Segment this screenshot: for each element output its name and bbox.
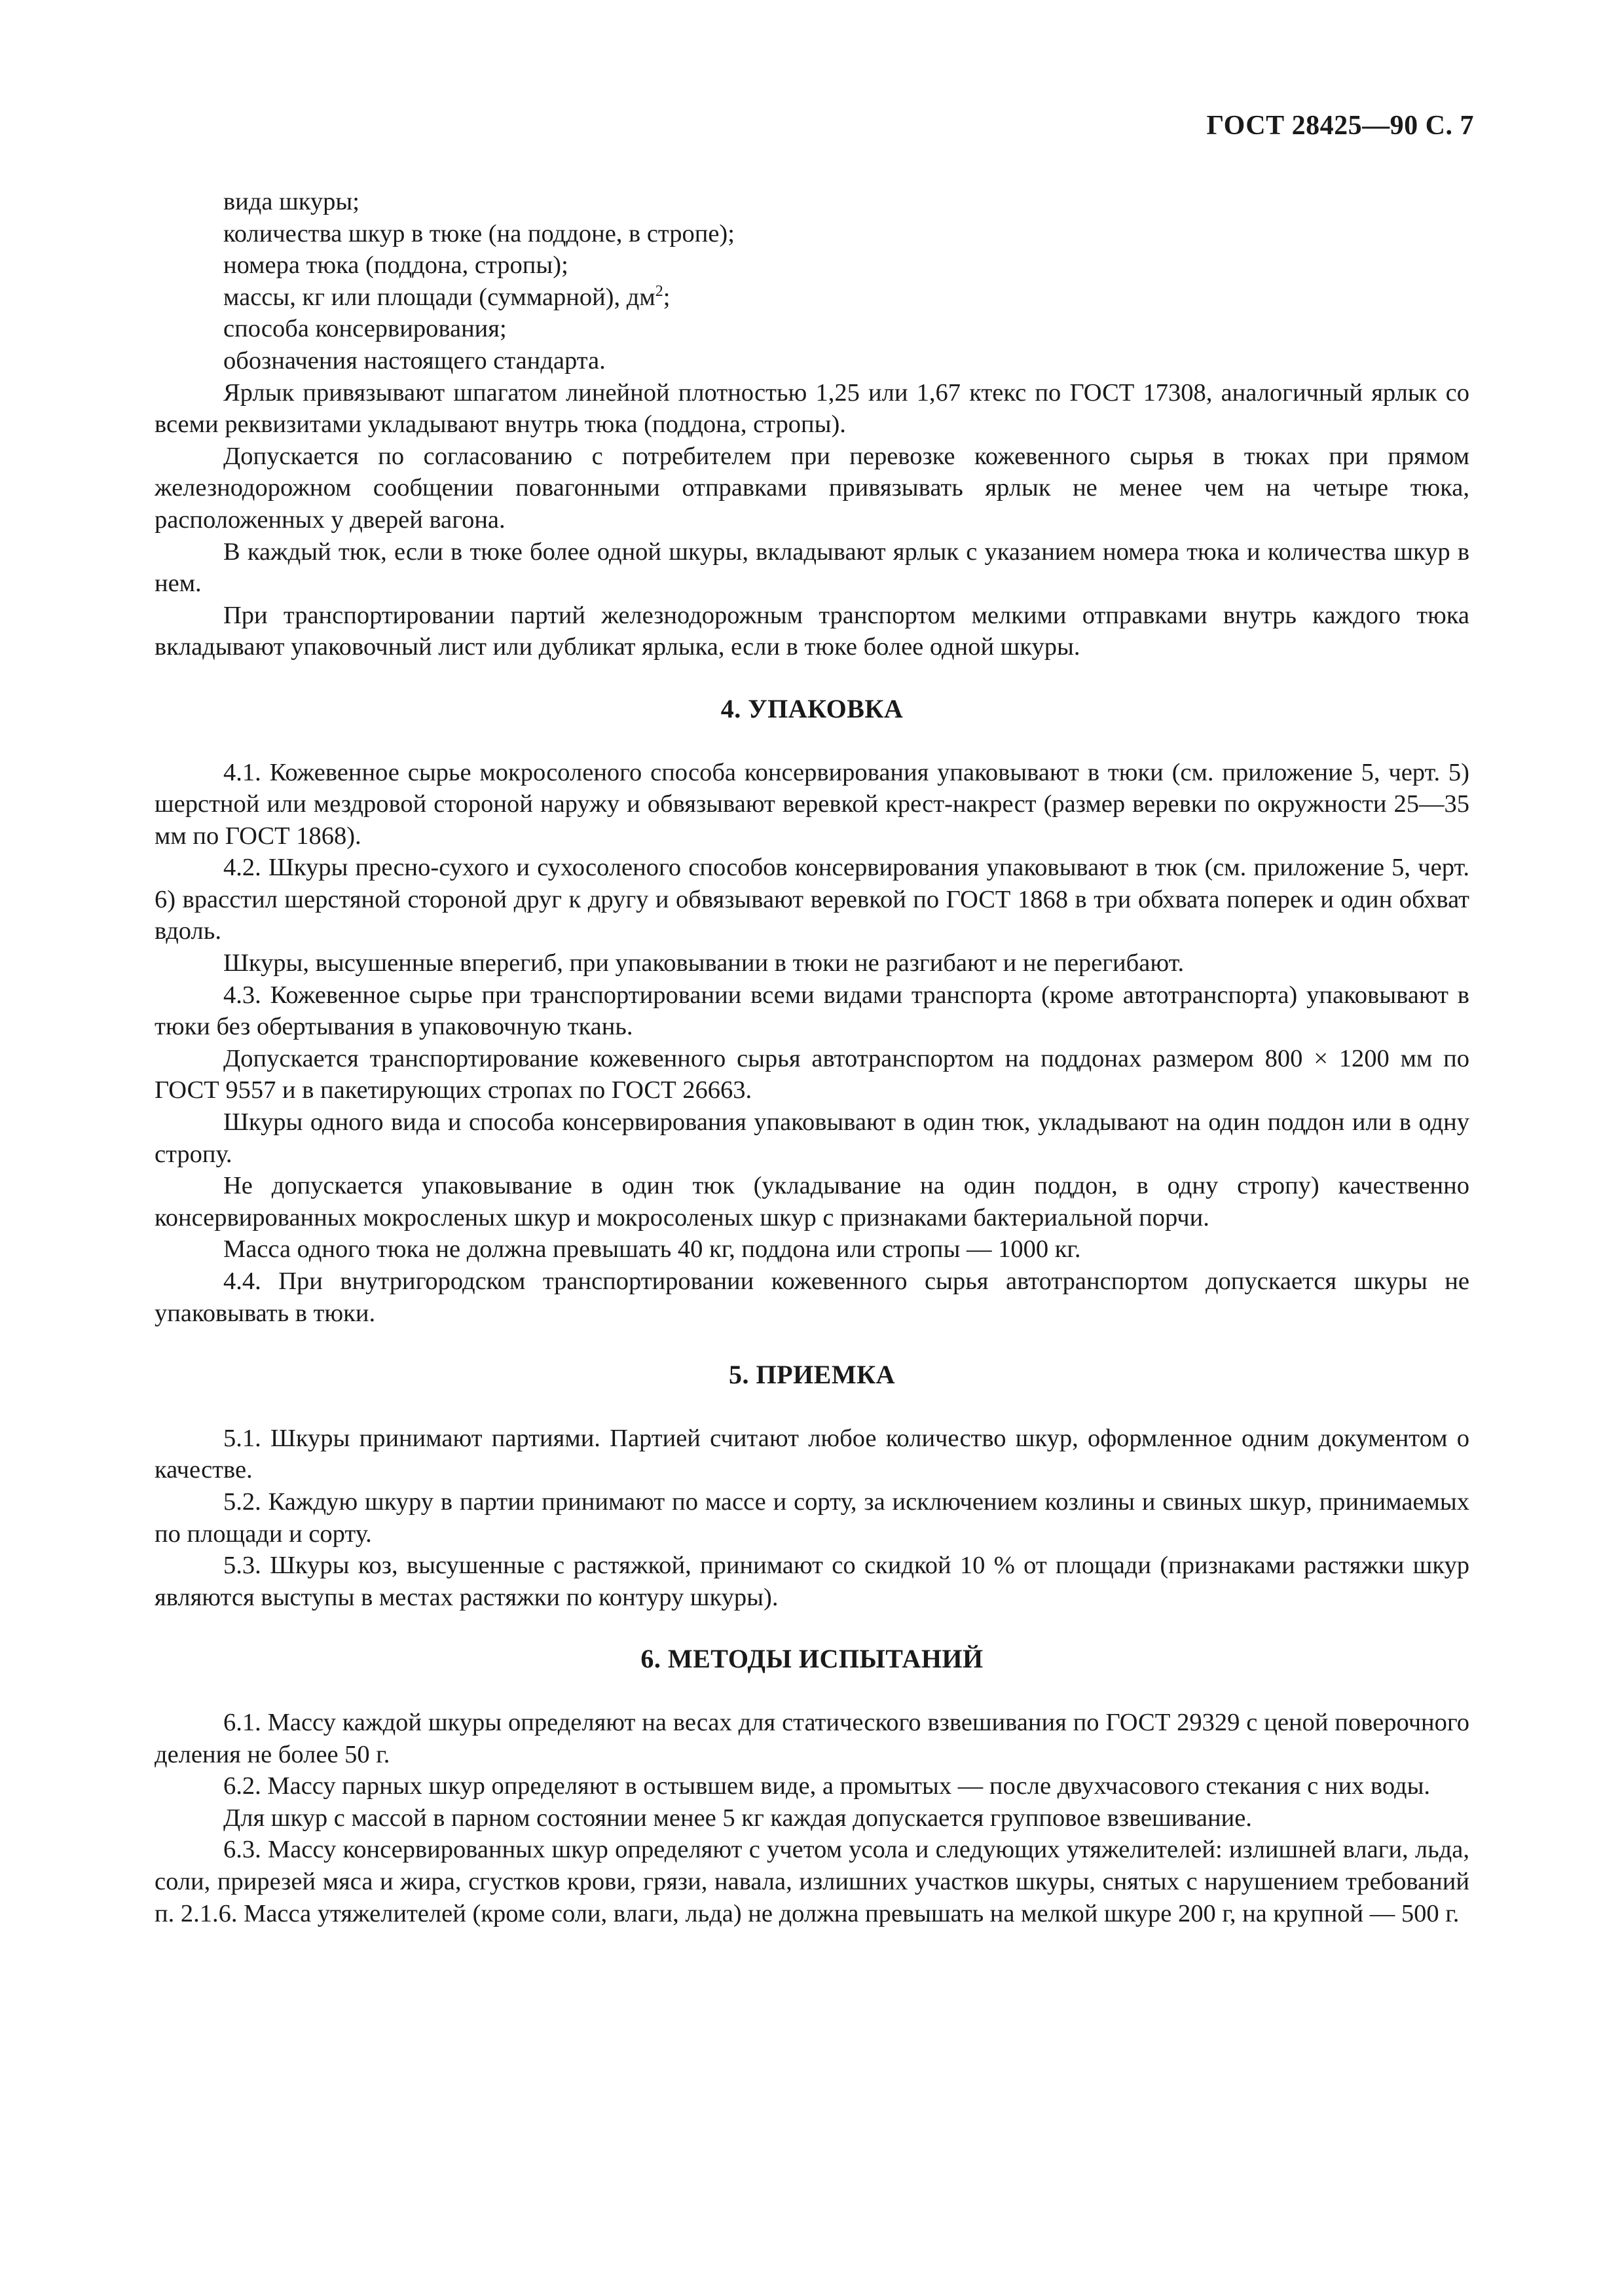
list-item: способа консервирования; [223, 315, 507, 343]
section-test-methods [155, 1707, 1469, 1929]
paragraph: 5.3. Шкуры коз, высушенные с растяжкой, принимают со скидкой 10 % от площади (признаками растяжки шкур являются выступы в местах растяжки по контуру шкуры). [155, 1552, 1469, 1611]
paragraph: Шкуры одного вида и способа консервирования упаковывают в один тюк, укладывают на один поддон или в одну стропу. [155, 1108, 1469, 1168]
list-item [155, 282, 1469, 314]
paragraph: Шкуры, высушенные вперегиб, при упаковывании в тюки не разгибают и не перегибают. [223, 949, 1185, 977]
paragraph: 4.3. Кожевенное сырье при транспортировании всеми видами транспорта (кроме автотранспорта) упаковывают в тюки без обертывания в упаковочную ткань. [155, 981, 1469, 1041]
paragraph: 5.1. Шкуры принимают партиями. Партией считают любое количество шкур, оформленное одним документом о качестве. [155, 1424, 1469, 1484]
paragraph: Масса одного тюка не должна превышать 40 кг, поддона или стропы — 1000 кг. [223, 1235, 1081, 1264]
section-heading-test-methods: 6. МЕТОДЫ ИСПЫТАНИЙ [640, 1644, 984, 1674]
list-item-text: массы, кг или площади (суммарной), дм [223, 283, 655, 311]
paragraph: 6.1. Массу каждой шкуры определяют на весах для статического взвешивания по ГОСТ 29329 с ценой поверочного деления не более 50 г. [155, 1708, 1469, 1768]
section-acceptance [155, 1423, 1469, 1614]
paragraph: В каждый тюк, если в тюке более одной шкуры, вкладывают ярлык с указанием номера тюка и количества шкур в нем. [155, 538, 1469, 598]
page-header-gost-ref: ГОСТ 28425—90 С. 7 [1206, 111, 1474, 141]
paragraph: 5.2. Каждую шкуру в партии принимают по массе и сорту, за исключением козлины и свиных шкур, принимаемых по площади и сорту. [155, 1487, 1469, 1548]
superscript-exponent: 2 [655, 282, 663, 300]
intro-paragraphs [155, 377, 1469, 663]
paragraph: Ярлык привязывают шпагатом линейной плотностью 1,25 или 1,67 ктекс по ГОСТ 17308, аналогичный ярлык со всеми реквизитами укладывают внутрь тюка (поддона, стропы). [155, 378, 1469, 439]
paragraph: 4.4. При внутригородском транспортировании кожевенного сырья автотранспортом допускается шкуры не упаковывать в тюки. [155, 1267, 1469, 1327]
section-heading-packaging: 4. УПАКОВКА [720, 693, 904, 723]
list-item: количества шкур в тюке (на поддоне, в стропе); [223, 219, 735, 247]
label-requisites-list [155, 186, 1469, 377]
document-body [155, 186, 1469, 1929]
list-item: обозначения настоящего стандарта. [223, 346, 606, 374]
section-packaging [155, 757, 1469, 1330]
paragraph: Допускается транспортирование кожевенного сырья автотранспортом на поддонах размером 800 × 1200 мм по ГОСТ 9557 и в пакетирующих стропах по ГОСТ 26663. [155, 1044, 1469, 1104]
list-item: номера тюка (поддона, стропы); [223, 251, 568, 280]
paragraph: 6.3. Массу консервированных шкур определяют с учетом усола и следующих утяжелителей: излишней влаги, льда, соли, прирезей мяса и жира, сгустков крови, грязи, навала, излишних участков шкуры, снятых с нарушением требований п. 2.1.6. Масса утяжелителей (кроме соли, влаги, льда) не должна превышать на мелкой шкуре 200 г, на крупной — 500 г. [155, 1836, 1469, 1927]
list-item: вида шкуры; [223, 188, 359, 215]
paragraph: 6.2. Массу парных шкур определяют в остывшем виде, а промытых — после двухчасового стекания с них воды. [223, 1772, 1431, 1800]
paragraph: Допускается по согласованию с потребителем при перевозке кожевенного сырья в тюках при прямом железнодорожном сообщении повагонными отправками привязывать ярлык не менее чем на четыре тюка, расположенных у дверей вагона. [155, 442, 1469, 534]
paragraph: 4.1. Кожевенное сырье мокросоленого способа консервирования упаковывают в тюки (см. приложение 5, черт. 5) шерстной или мездровой стороной наружу и обвязывают веревкой крест-накрест (размер веревки по окружности 25—35 мм по ГОСТ 1868). [155, 758, 1469, 850]
paragraph: Для шкур с массой в парном состоянии менее 5 кг каждая допускается групповое взвешивание. [223, 1804, 1252, 1832]
paragraph: 4.2. Шкуры пресно-сухого и сухосоленого способов консервирования упаковывают в тюк (см. приложение 5, черт. 6) врасстил шерстяной стороной друг к другу и обвязывают веревкой по ГОСТ 1868 в три обхвата поперек и один обхват вдоль. [155, 854, 1469, 945]
list-item-tail: ; [663, 283, 671, 311]
section-heading-acceptance: 5. ПРИЕМКА [729, 1360, 895, 1390]
paragraph: Не допускается упаковывание в один тюк (укладывание на один поддон, в одну стропу) качественно консервированных мокросленых шкур и мокросоленых шкур с признаками бактериальной порчи. [155, 1172, 1469, 1231]
paragraph: При транспортировании партий железнодорожным транспортом мелкими отправками внутрь каждого тюка вкладывают упаковочный лист или дубликат ярлыка, если в тюке более одной шкуры. [155, 601, 1469, 661]
